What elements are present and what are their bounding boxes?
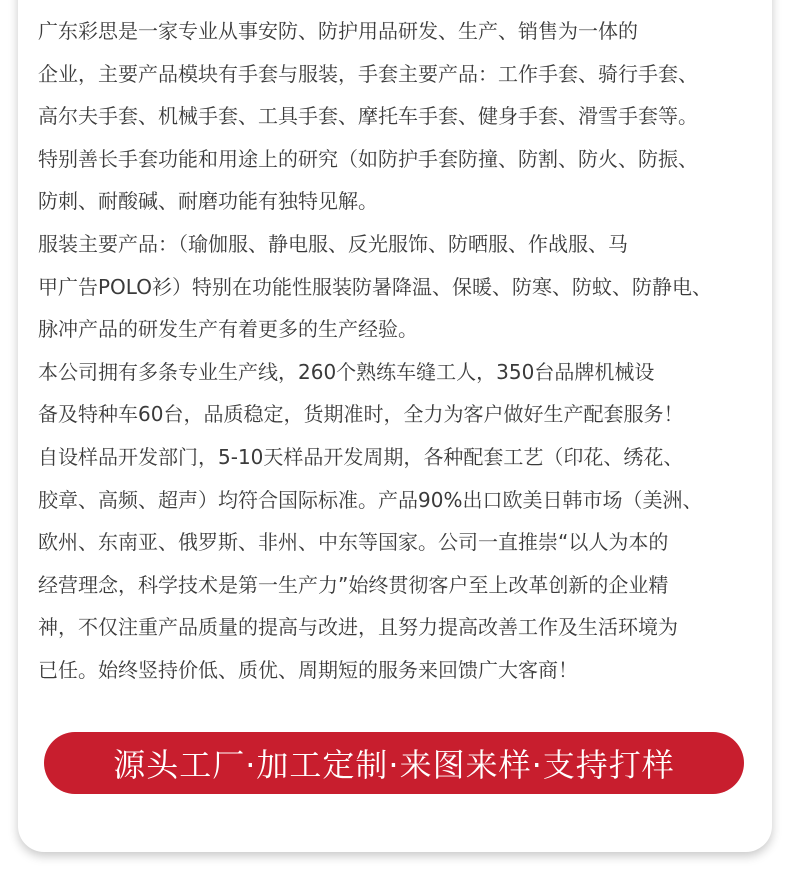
company-intro (38, 10, 762, 692)
slogan-text: 源头工厂·加工定制·来图来样·支持打样 (113, 746, 675, 784)
slogan-banner (44, 732, 744, 794)
intro-paragraph-2: 服装主要产品：（瑜伽服、静电服、反光服饰、防晒服、作战服、马 甲广告POLO衫）特别在功能性服装防暑降温、保暖、防寒、防蚊、防静电、 脉冲产品的研发生产有着更多的生产经验。 (38, 231, 712, 342)
intro-paragraph-3: 本公司拥有多条专业生产线，260个熟练车缝工人，350台品牌机械设 备及特种车60台，品质稳定，货期准时，全力为客户做好生产配套服务！ 自设样品开发部门，5-10天样品开发周期，各种配套工艺（印花、绣花、 胶章、高频、超声）均符合国际标准。产品90%出口欧美日韩市场（美洲、 欧州、东南亚、俄罗斯、非州、中东等国家。公司一直推崇“以人为本的 经营理念，科学技术是第一生产力”始终贯彻客户至上改革创新的企业精 神，不仅注重产品质量的提高与改进，且努力提高改善工作及生活环境为 已任。始终竖持价低、质优、周期短的服务来回馈广大客商！ (38, 359, 703, 682)
intro-paragraph-1: 广东彩思是一家专业从事安防、防护用品研发、生产、销售为一体的 企业，主要产品模块有手套与服装，手套主要产品：工作手套、骑行手套、 高尔夫手套、机械手套、工具手套、摩托车手套、健身手套、滑雪手套等。 特别善长手套功能和用途上的研究（如防护手套防撞、防割、防火、防振、 防刺、耐酸碱、耐磨功能有独特见解。 (38, 19, 698, 214)
